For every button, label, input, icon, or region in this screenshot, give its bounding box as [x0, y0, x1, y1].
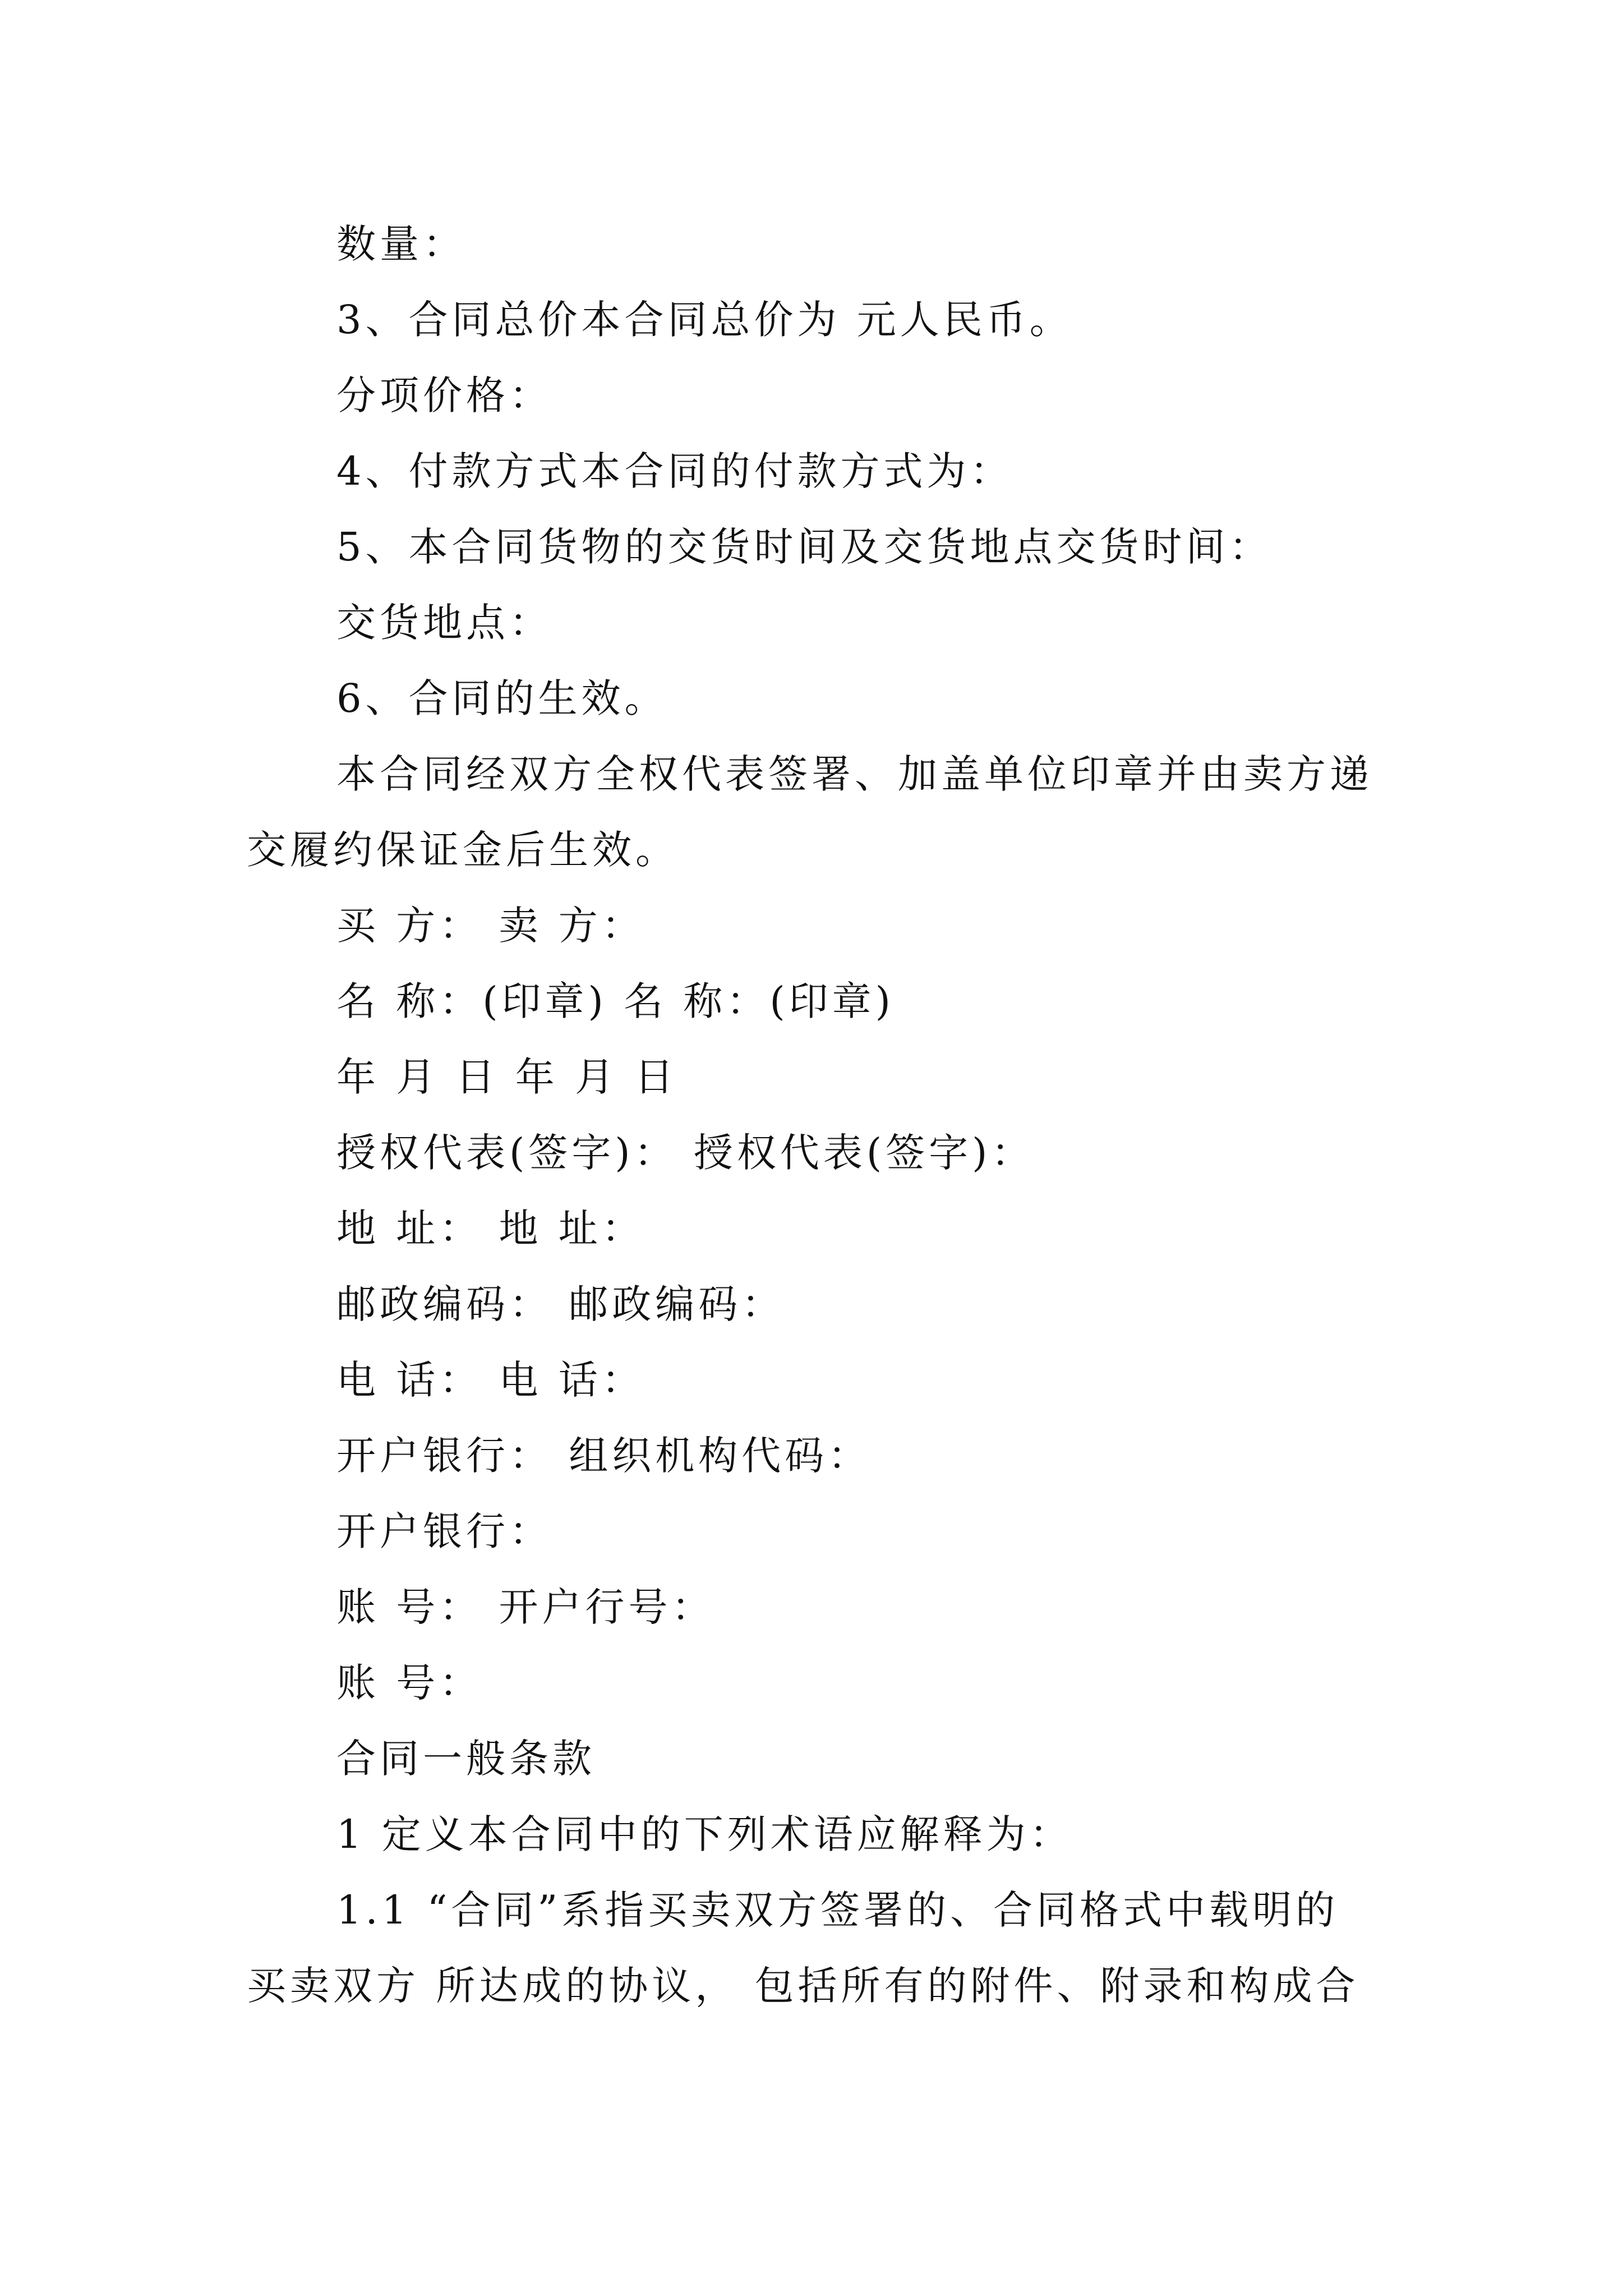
text-line: 1.1 “合同”系指买卖双方签署的、合同格式中载明的 [336, 1887, 1339, 1933]
text-line: 3、合同总价本合同总价为 元人民币。 [336, 297, 1073, 343]
text-line: 电 话： 电 话： [336, 1357, 645, 1403]
text-line: 授权代表(签字)： 授权代表(签字)： [336, 1130, 1035, 1176]
text-line: 交货地点： [336, 600, 552, 646]
text-line: 年 月 日 年 月 日 [336, 1054, 678, 1100]
text-line: 买卖双方 所达成的协议， 包括所有的附件、附录和构成合 [247, 1963, 1359, 2009]
text-line: 本合同经双方全权代表签署、加盖单位印章并由卖方递 [336, 751, 1373, 797]
text-line: 开户银行： [336, 1508, 552, 1554]
text-line: 名 称：(印章) 名 称：(印章) [336, 978, 895, 1024]
text-line: 开户银行： 组织机构代码： [336, 1433, 872, 1479]
text-line: 5、本合同货物的交货时间及交货地点交货时间： [336, 524, 1272, 570]
text-line: 邮政编码： 邮政编码： [336, 1281, 785, 1327]
text-line: 4、付款方式本合同的付款方式为： [336, 448, 1013, 494]
text-line: 地 址： 地 址： [336, 1205, 645, 1251]
text-line: 买 方： 卖 方： [336, 903, 645, 949]
text-line: 数量： [336, 221, 466, 267]
text-line: 交履约保证金后生效。 [247, 827, 679, 873]
text-line: 1 定义本合同中的下列术语应解释为： [336, 1811, 1073, 1857]
section-heading: 合同一般条款 [336, 1736, 596, 1782]
text-line: 分项价格： [336, 372, 552, 418]
text-line: 6、合同的生效。 [336, 675, 668, 721]
text-line: 账 号： [336, 1660, 483, 1706]
text-line: 账 号： 开户行号： [336, 1584, 715, 1630]
